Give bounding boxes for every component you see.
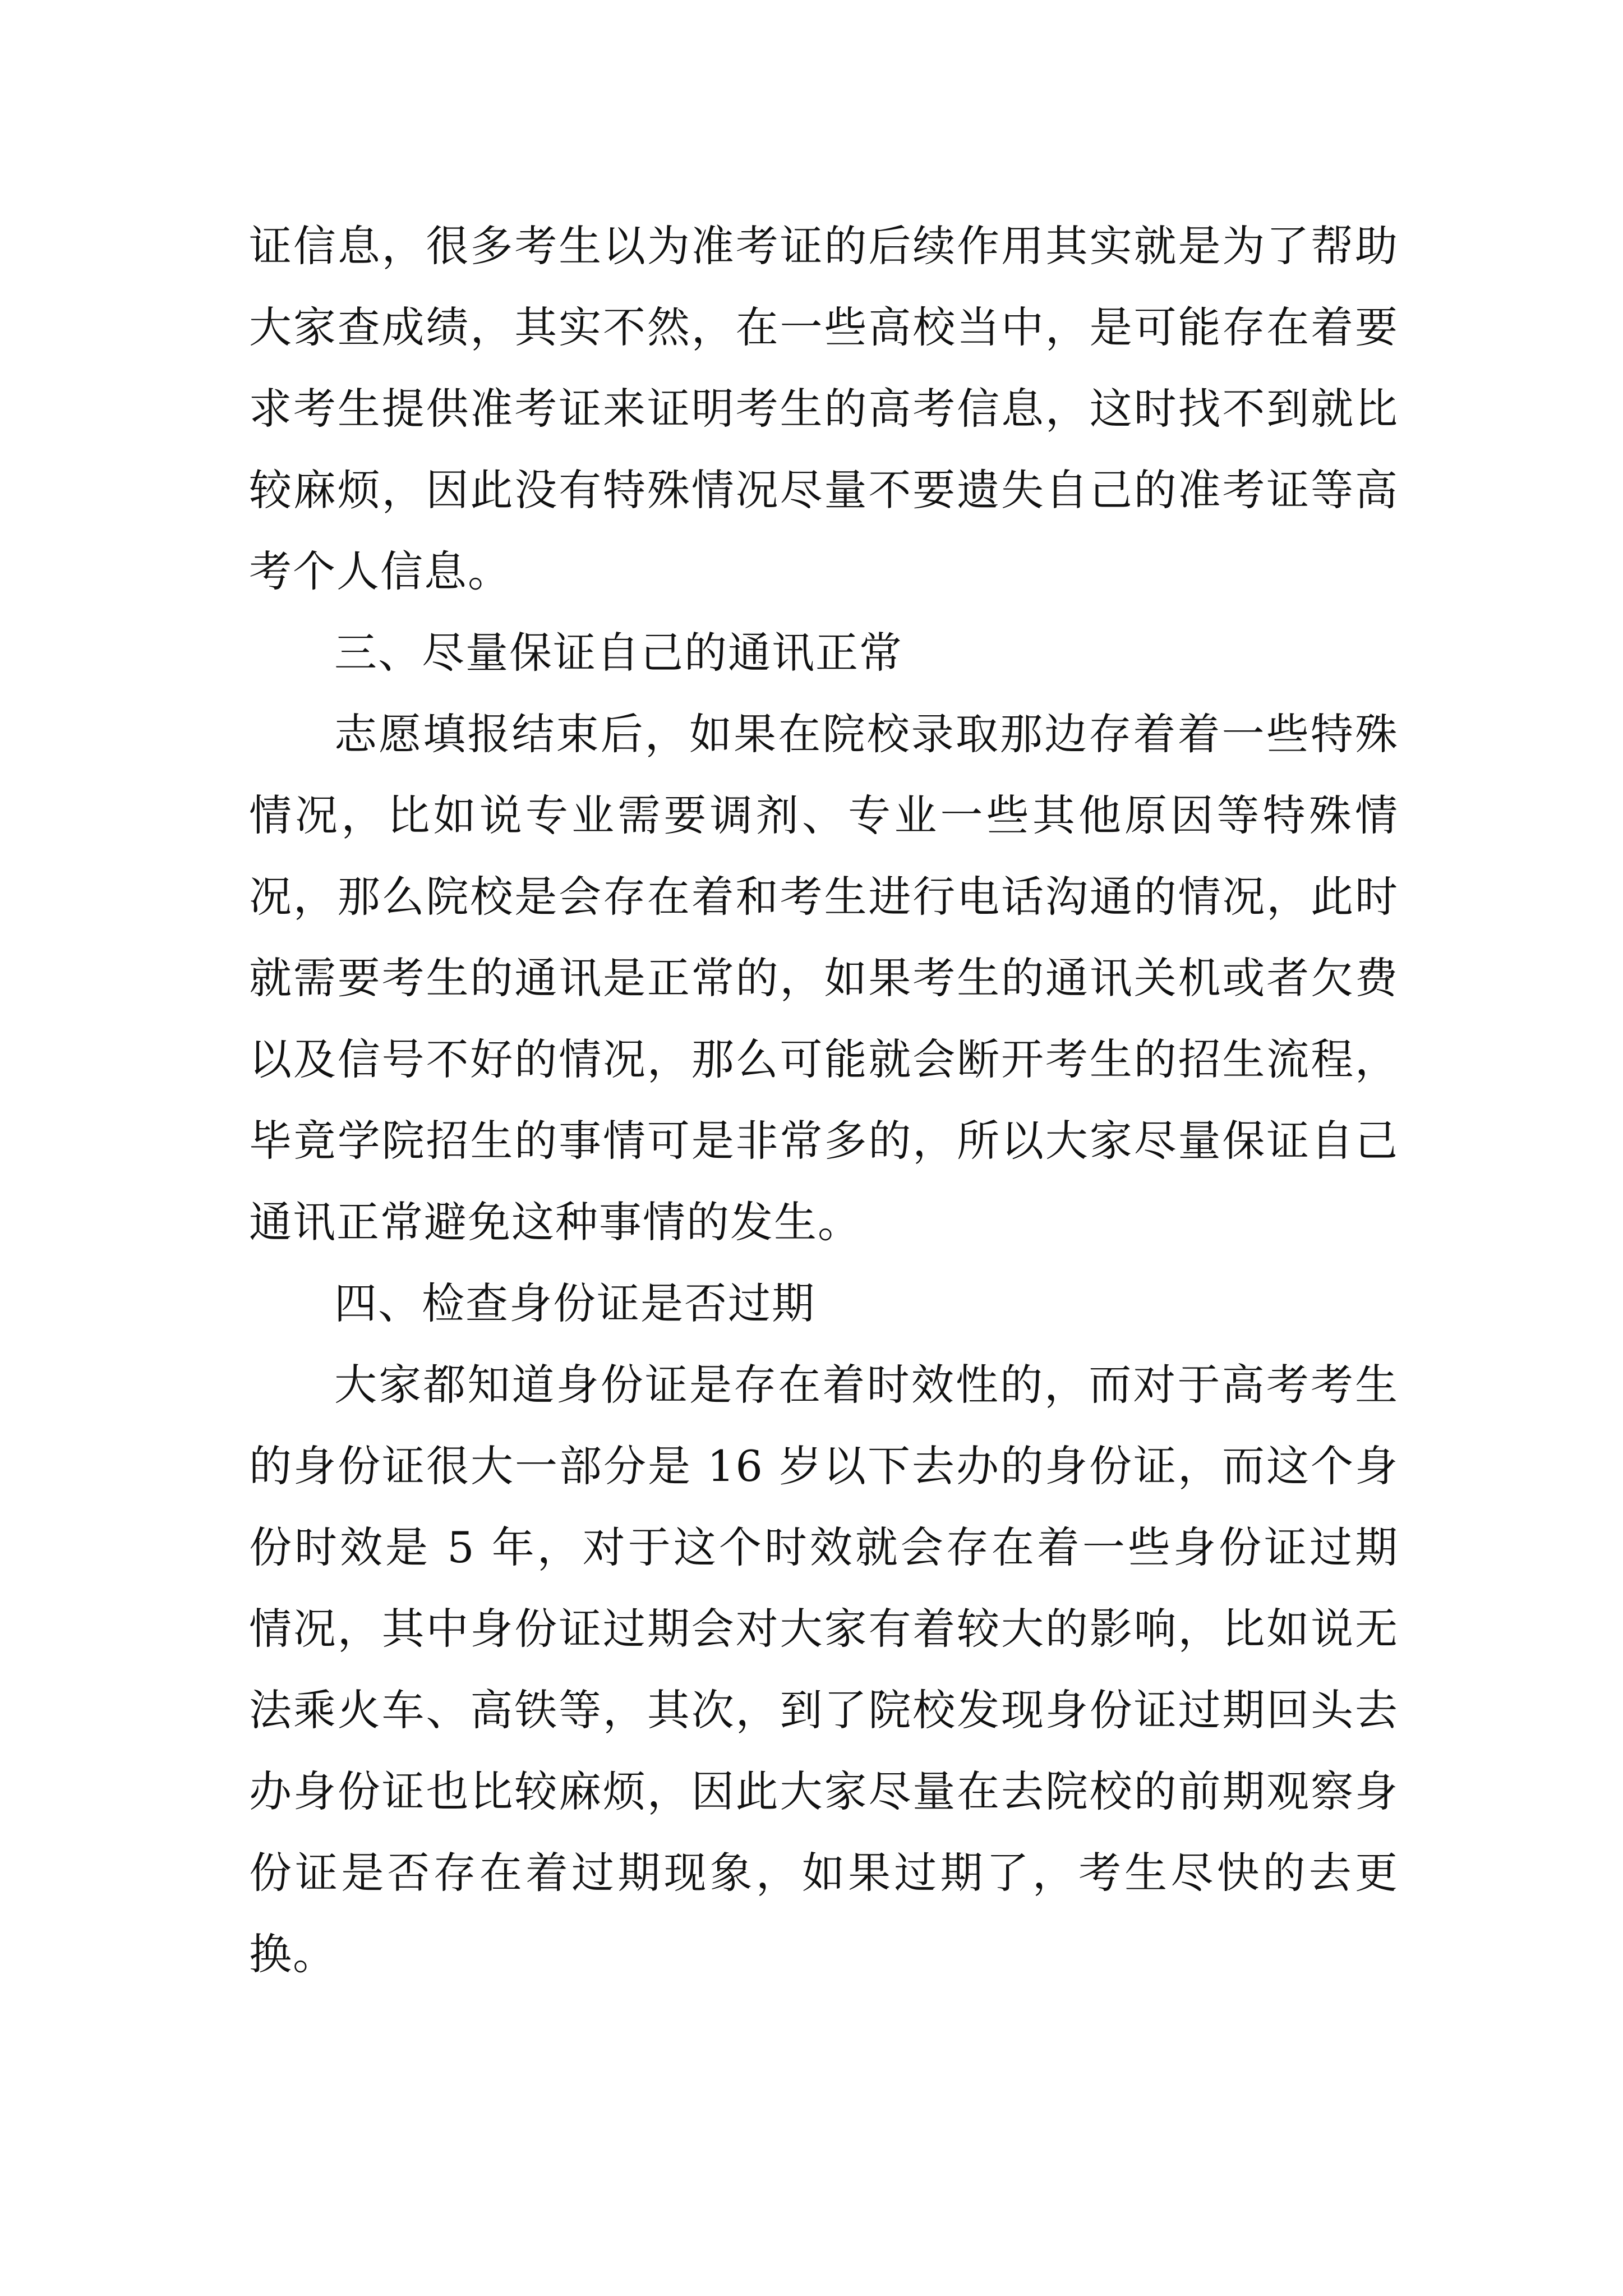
- heading-communication: 三、尽量保证自己的通讯正常: [334, 628, 903, 678]
- document-body: [249, 205, 1399, 1995]
- heading-id-card: 四、检查身份证是否过期: [334, 1278, 815, 1328]
- paragraph-communication: 志愿填报结束后，如果在院校录取那边存着着一些特殊情况，比如说专业需要调剂、专业一些其他原因等特殊情况，那么院校是会存在着和考生进行电话沟通的情况，此时就需要考生的通讯是正常的，如果考生的通讯关机或者欠费以及信号不好的情况，那么可能就会断开考生的招生流程，毕竟学院招生的事情可是非常多的，所以大家尽量保证自己通讯正常避免这种事情的发生。: [249, 709, 1399, 1247]
- paragraph-admission-ticket-info: 证信息，很多考生以为准考证的后续作用其实就是为了帮助大家查成绩，其实不然，在一些高校当中，是可能存在着要求考生提供准考证来证明考生的高考信息，这时找不到就比较麻烦，因此没有特殊情况尽量不要遗失自己的准考证等高考个人信息。: [249, 221, 1399, 596]
- paragraph-id-card: 大家都知道身份证是存在着时效性的，而对于高考考生的身份证很大一部分是 16 岁以下去办的身份证，而这个身份时效是 5 年，对于这个时效就会存在着一些身份证过期情况，其中身份证过期会对大家有着较大的影响，比如说无法乘火车、高铁等，其次，到了院校发现身份证过期回头去办身份证也比较麻烦，因此大家尽量在去院校的前期观察身份证是否存在着过期现象，如果过期了，考生尽快的去更换。: [249, 1360, 1399, 1979]
